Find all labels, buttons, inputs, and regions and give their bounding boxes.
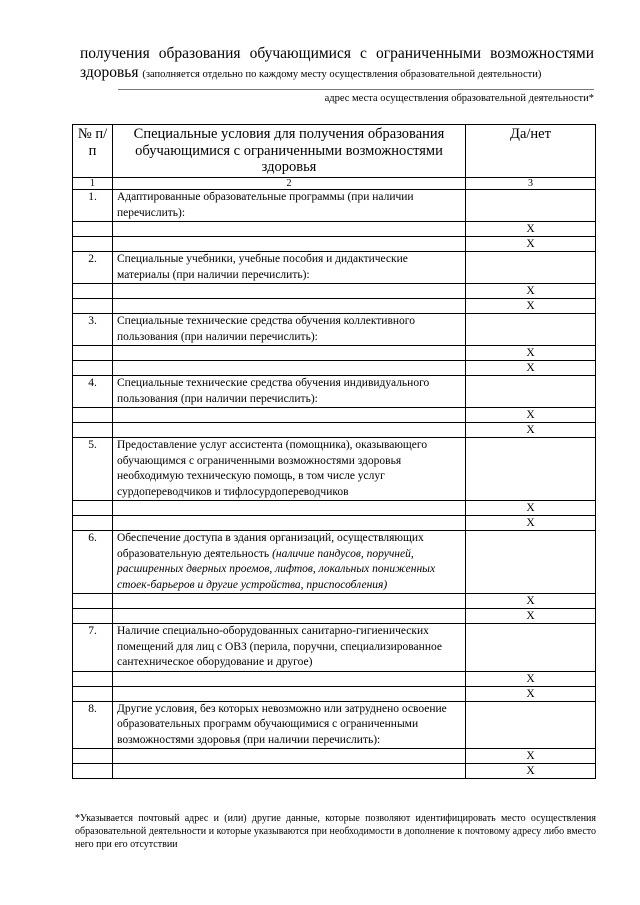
blank-entry-cell[interactable] xyxy=(113,346,466,361)
blank-entry-row xyxy=(73,408,596,423)
column-index: 1 xyxy=(73,178,113,190)
address-input-line[interactable] xyxy=(118,89,594,90)
blank-entry-row xyxy=(73,423,596,438)
form-heading-line1: получения образования обучающимися с ограниченными возможностями xyxy=(80,45,594,62)
form-heading-word: здоровья xyxy=(80,64,139,81)
blank-mark: Х xyxy=(466,346,596,361)
blank-number-cell[interactable] xyxy=(73,237,113,252)
blank-entry-row xyxy=(73,237,596,252)
condition-text-cell xyxy=(113,624,466,672)
column-header-conditions: Специальные условия для получения образования обучающимися с ограниченными возможностями здоровья xyxy=(113,125,466,178)
condition-row xyxy=(73,438,596,501)
condition-text: Другие условия, без которых невозможно или затруднено освоение образовательных программ обучающимися с ограниченными возможностями здоровья (при наличии перечислить): xyxy=(117,702,447,746)
blank-mark: Х xyxy=(466,686,596,701)
blank-mark: Х xyxy=(466,423,596,438)
condition-row xyxy=(73,531,596,594)
blank-mark: Х xyxy=(466,671,596,686)
blank-entry-row xyxy=(73,516,596,531)
blank-mark: Х xyxy=(466,222,596,237)
blank-number-cell[interactable] xyxy=(73,764,113,779)
answer-cell[interactable] xyxy=(466,376,596,408)
condition-text: Специальные технические средства обучения индивидуального пользования (при наличии перечислить): xyxy=(117,377,430,405)
blank-mark: Х xyxy=(466,237,596,252)
blank-mark: Х xyxy=(466,284,596,299)
column-index: 3 xyxy=(466,178,596,190)
blank-entry-row xyxy=(73,284,596,299)
condition-row xyxy=(73,190,596,222)
blank-number-cell[interactable] xyxy=(73,501,113,516)
blank-mark: Х xyxy=(466,516,596,531)
blank-entry-row xyxy=(73,222,596,237)
condition-text-cell xyxy=(113,376,466,408)
row-number: 1. xyxy=(73,190,113,222)
blank-number-cell[interactable] xyxy=(73,423,113,438)
blank-entry-cell[interactable] xyxy=(113,501,466,516)
answer-cell[interactable] xyxy=(466,252,596,284)
blank-entry-cell[interactable] xyxy=(113,284,466,299)
address-caption: адрес места осуществления образовательной деятельности* xyxy=(324,93,594,104)
blank-entry-cell[interactable] xyxy=(113,609,466,624)
condition-text: Наличие специально-оборудованных санитарно-гигиенических помещений для лиц с ОВЗ (перила, поручни, специализированное сантехническое оборудование и другое) xyxy=(117,625,442,668)
footnote: *Указывается почтовый адрес и (или) другие данные, которые позволяют идентифицировать место осуществления образовательной деятельности и которые указываются при необходимости в дополнение к почтовому адресу либо вместо него при его отсутствии xyxy=(75,813,596,850)
column-header-number: № п/п xyxy=(73,125,113,178)
blank-entry-row xyxy=(73,749,596,764)
blank-entry-row xyxy=(73,671,596,686)
condition-row xyxy=(73,624,596,672)
blank-number-cell[interactable] xyxy=(73,299,113,314)
blank-mark: Х xyxy=(466,594,596,609)
blank-number-cell[interactable] xyxy=(73,686,113,701)
condition-row xyxy=(73,314,596,346)
row-number: 8. xyxy=(73,701,113,749)
table-header-row xyxy=(73,125,596,178)
blank-entry-cell[interactable] xyxy=(113,764,466,779)
blank-entry-cell[interactable] xyxy=(113,299,466,314)
blank-entry-cell[interactable] xyxy=(113,423,466,438)
blank-number-cell[interactable] xyxy=(73,222,113,237)
answer-cell[interactable] xyxy=(466,314,596,346)
blank-entry-row xyxy=(73,594,596,609)
blank-number-cell[interactable] xyxy=(73,749,113,764)
blank-mark: Х xyxy=(466,749,596,764)
blank-mark: Х xyxy=(466,299,596,314)
blank-mark: Х xyxy=(466,609,596,624)
blank-mark: Х xyxy=(466,764,596,779)
condition-text-cell xyxy=(113,701,466,749)
condition-text: Предоставление услуг ассистента (помощника), оказывающего обучающимся с ограниченными возможностями здоровья необходимую техническую помощь, в том числе услуг сурдопереводчиков и тифлосурдопереводчиков xyxy=(117,439,428,498)
answer-cell[interactable] xyxy=(466,701,596,749)
blank-number-cell[interactable] xyxy=(73,346,113,361)
row-number: 7. xyxy=(73,624,113,672)
blank-entry-cell[interactable] xyxy=(113,686,466,701)
row-number: 5. xyxy=(73,438,113,501)
condition-text-cell xyxy=(113,438,466,501)
blank-entry-cell[interactable] xyxy=(113,222,466,237)
blank-entry-row xyxy=(73,609,596,624)
blank-mark: Х xyxy=(466,361,596,376)
condition-text: Адаптированные образовательные программы (при наличии перечислить): xyxy=(117,191,414,219)
blank-entry-row xyxy=(73,299,596,314)
blank-entry-cell[interactable] xyxy=(113,361,466,376)
answer-cell[interactable] xyxy=(466,531,596,594)
form-heading-line2 xyxy=(80,63,600,84)
row-number: 6. xyxy=(73,531,113,594)
condition-text-cell xyxy=(113,190,466,222)
blank-number-cell[interactable] xyxy=(73,284,113,299)
condition-text: Обеспечение доступа в здания организаций, осуществляющих образовательную деятельность xyxy=(117,532,424,560)
blank-entry-row xyxy=(73,764,596,779)
condition-row xyxy=(73,701,596,749)
condition-row xyxy=(73,252,596,284)
column-index: 2 xyxy=(113,178,466,190)
blank-entry-cell[interactable] xyxy=(113,516,466,531)
blank-entry-row xyxy=(73,346,596,361)
row-number: 2. xyxy=(73,252,113,284)
condition-row xyxy=(73,376,596,408)
condition-text-cell xyxy=(113,314,466,346)
blank-entry-cell[interactable] xyxy=(113,749,466,764)
blank-entry-cell[interactable] xyxy=(113,408,466,423)
column-index-row xyxy=(73,178,596,190)
column-header-yes-no: Да/нет xyxy=(466,125,596,178)
answer-cell[interactable] xyxy=(466,624,596,672)
blank-entry-cell[interactable] xyxy=(113,594,466,609)
blank-number-cell[interactable] xyxy=(73,609,113,624)
blank-number-cell[interactable] xyxy=(73,516,113,531)
condition-text: Специальные технические средства обучения коллективного пользования (при наличии перечислить): xyxy=(117,315,415,343)
blank-number-cell[interactable] xyxy=(73,408,113,423)
form-heading-note: (заполняется отдельно по каждому месту осуществления образовательной деятельности) xyxy=(142,69,542,80)
condition-text-italic: (наличие пандусов, поручней, расширенных дверных проемов, лифтов, локальных пониженных стоек-барьеров и другие устройства, приспособления) xyxy=(117,547,436,591)
blank-number-cell[interactable] xyxy=(73,671,113,686)
blank-entry-row xyxy=(73,361,596,376)
blank-number-cell[interactable] xyxy=(73,594,113,609)
blank-mark: Х xyxy=(466,501,596,516)
blank-mark: Х xyxy=(466,408,596,423)
blank-number-cell[interactable] xyxy=(73,361,113,376)
condition-text: Специальные учебники, учебные пособия и дидактические материалы (при наличии перечислить): xyxy=(117,253,408,281)
condition-text-cell xyxy=(113,531,466,594)
conditions-table xyxy=(72,124,596,779)
answer-cell[interactable] xyxy=(466,190,596,222)
row-number: 4. xyxy=(73,376,113,408)
blank-entry-cell[interactable] xyxy=(113,671,466,686)
row-number: 3. xyxy=(73,314,113,346)
blank-entry-row xyxy=(73,686,596,701)
condition-text-cell xyxy=(113,252,466,284)
blank-entry-row xyxy=(73,501,596,516)
answer-cell[interactable] xyxy=(466,438,596,501)
blank-entry-cell[interactable] xyxy=(113,237,466,252)
